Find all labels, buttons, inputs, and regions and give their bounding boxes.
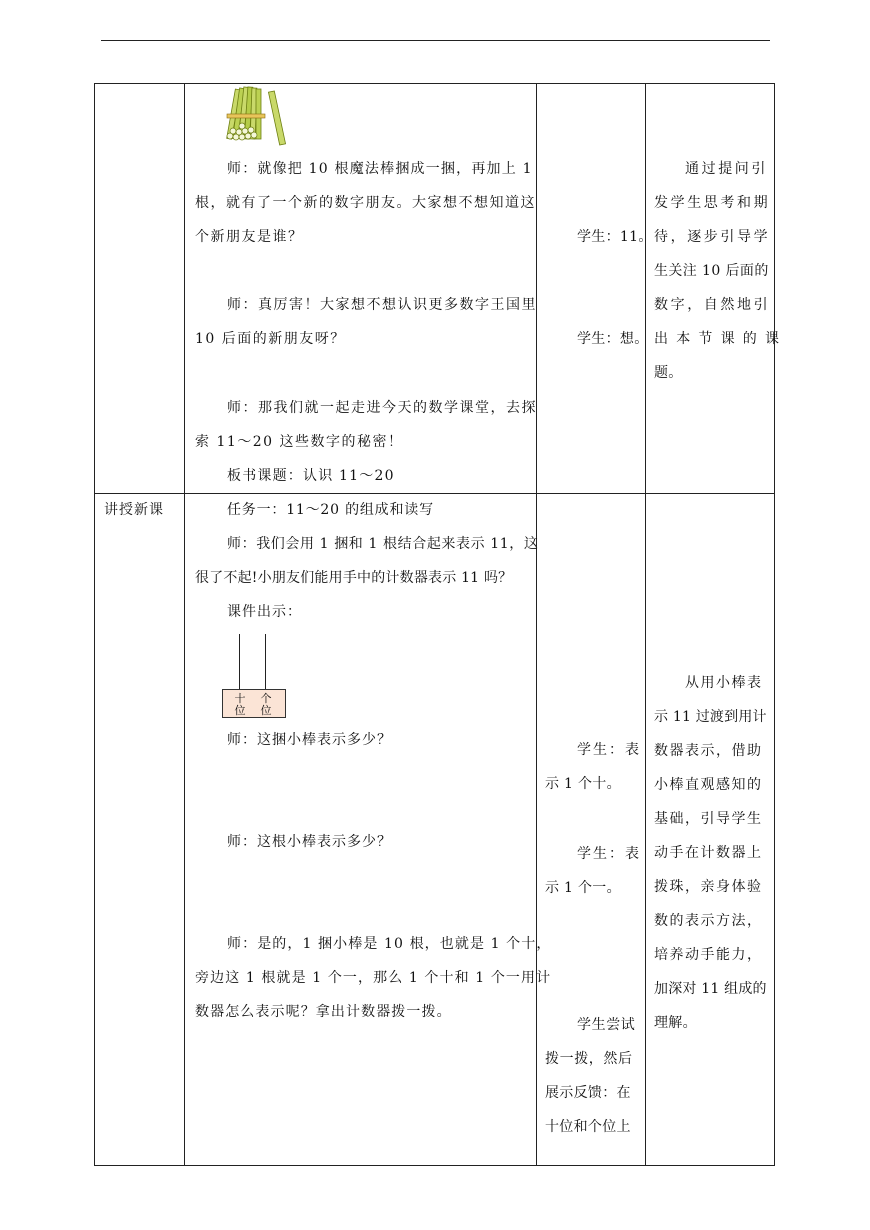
row2-teacher-line-2: 很了不起!小朋友们能用手中的计数器表示 11 吗？: [195, 570, 513, 586]
row1-board-title: 板书课题：认识 11～20: [227, 468, 395, 484]
row2-teacher-line-5: 数器怎么表示呢？拿出计数器拨一拨。: [195, 1004, 452, 1020]
row2-stage-label: 讲授新课: [104, 502, 164, 518]
row2-teacher-question-1: 师：这捆小棒表示多少？: [227, 732, 392, 748]
row2-student-line-2: 示 1 个十。: [545, 776, 621, 792]
row1-intent-line-6: 出本节课的课: [654, 331, 788, 347]
row2-student-line-8: 十位和个位上: [545, 1119, 631, 1135]
row1-teacher-line-7: 索 11～20 这些数字的秘密！: [195, 434, 404, 450]
row2-student-line-4: 示 1 个一。: [545, 880, 621, 896]
row1-intent-line-5: 数字，自然地引: [654, 297, 771, 313]
header-rule: [101, 40, 770, 41]
ones-label-top: 个: [260, 692, 272, 705]
row2-intent-line-1: 从用小棒表: [685, 675, 763, 691]
row2-teacher-line-3: 师：是的，1 捆小棒是 10 根，也就是 1 个十，: [227, 936, 552, 952]
row2-student-line-7: 展示反馈：在: [545, 1085, 631, 1101]
row1-intent-line-2: 发学生思考和期: [654, 195, 771, 211]
column-divider: [536, 84, 537, 1165]
row1-teacher-line-4: 师：真厉害！大家想不想认识更多数字王国里: [227, 297, 537, 313]
sticks-illustration: [221, 86, 293, 148]
row-divider: [95, 493, 774, 494]
row2-student-line-3: 学生：表: [577, 846, 641, 862]
row2-intent-line-5: 基础，引导学生: [654, 811, 763, 827]
row2-intent-line-9: 培养动手能力，: [654, 947, 763, 963]
row1-intent-line-1: 通过提问引: [685, 161, 768, 177]
row1-teacher-line-3: 个新朋友是谁？: [195, 229, 304, 245]
magic-sticks-bundle-icon: [221, 86, 293, 148]
row2-intent-line-11: 理解。: [654, 1015, 697, 1031]
row2-courseware-label: 课件出示：: [227, 604, 302, 620]
row2-teacher-line-4: 旁边这 1 根就是 1 个一，那么 1 个十和 1 个一用计: [195, 970, 552, 986]
row1-student-answer-2: 学生：想。: [577, 331, 649, 347]
row2-teacher-line-1: 师：我们会用 1 捆和 1 根结合起来表示 11，这: [227, 536, 539, 552]
row2-teacher-question-2: 师：这根小棒表示多少？: [227, 834, 392, 850]
row1-student-answer-1: 学生：11。: [577, 229, 653, 245]
row2-intent-line-3: 数器表示，借助: [654, 743, 763, 759]
ones-label-bottom: 位: [260, 704, 272, 717]
row1-intent-line-4: 生关注 10 后面的: [654, 263, 769, 279]
row1-teacher-line-6: 师：那我们就一起走进今天的数学课堂，去探: [227, 400, 537, 416]
tens-label-bottom: 位: [234, 704, 246, 717]
counter-base: [222, 689, 286, 718]
row1-intent-line-3: 待，逐步引导学: [654, 229, 771, 245]
tens-rod: [239, 634, 240, 690]
row2-student-line-5: 学生尝试: [577, 1017, 636, 1033]
row2-intent-line-8: 数的表示方法，: [654, 913, 763, 929]
row1-teacher-line-1: 师：就像把 10 根魔法棒捆成一捆，再加上 1: [227, 161, 533, 177]
row2-student-line-6: 拨一拨，然后: [545, 1051, 633, 1067]
row1-teacher-line-2: 根，就有了一个新的数字朋友。大家想不想知道这: [195, 195, 536, 211]
row2-intent-line-10: 加深对 11 组成的: [654, 981, 767, 997]
row2-intent-line-2: 示 11 过渡到用计: [654, 709, 767, 725]
row2-intent-line-4: 小棒直观感知的: [654, 777, 763, 793]
tens-label-top: 十: [234, 692, 246, 705]
row2-student-line-1: 学生：表: [577, 742, 641, 758]
row1-teacher-line-5: 10 后面的新朋友呀？: [195, 331, 346, 347]
counter-abacus: [222, 634, 288, 720]
row2-intent-line-7: 拨珠，亲身体验: [654, 879, 763, 895]
ones-rod: [265, 634, 266, 690]
row2-intent-line-6: 动手在计数器上: [654, 845, 763, 861]
row1-intent-line-7: 题。: [654, 365, 683, 381]
column-divider: [184, 84, 185, 1165]
row2-task-title: 任务一：11～20 的组成和读写: [227, 502, 434, 518]
